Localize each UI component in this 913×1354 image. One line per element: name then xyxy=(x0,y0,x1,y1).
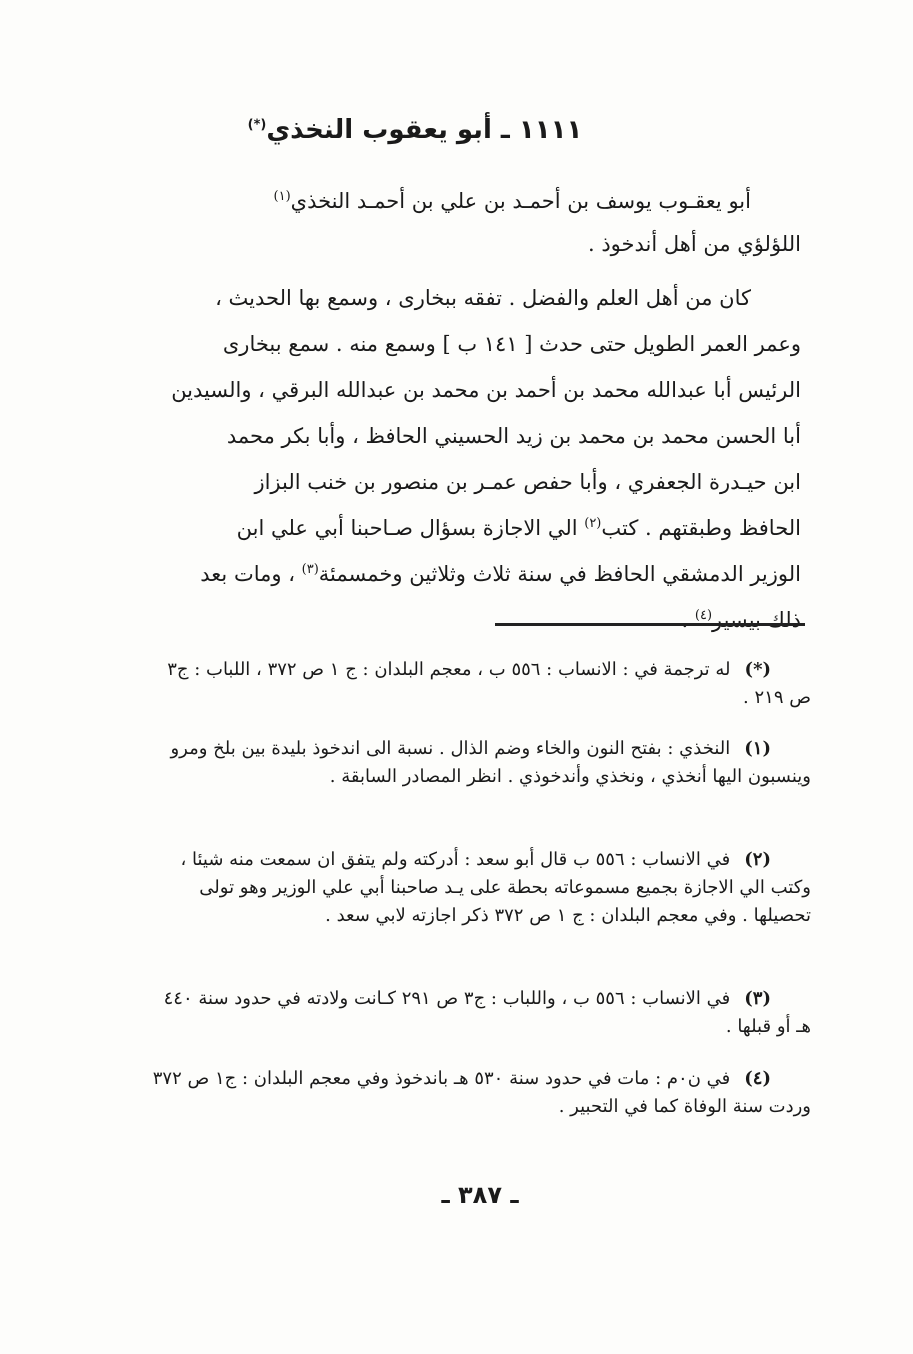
text-line: كان من أهل العلم والفضل . تفقه ببخارى ، وسمع بها الحديث ، xyxy=(215,286,751,310)
line-text: الحافظ وطبقتهم . كتب xyxy=(601,516,801,540)
footnote-tag: (٤) xyxy=(744,1068,771,1089)
text-line xyxy=(151,505,801,551)
footnote-text: في الانساب : ٥٥٦ ب قال أبو سعد : أدركته ولم يتفق ان سمعت منه شيئا ، وكتب الي الاجازة بجميع مسموعاته بحطة على يـد صاحبنا أبي علي الوزير وهو تولى تحصيلها . وفي معجم البلدان : ج ١ ص ٣٧٢ ذكر اجازته لابي سعد . xyxy=(180,849,811,926)
paragraph-name xyxy=(151,180,801,266)
line-text: ، ومات بعد xyxy=(200,562,302,586)
footnote-2 xyxy=(151,846,811,930)
line-text: الي الاجازة بسؤال صـاحبنا أبي علي ابن xyxy=(236,516,585,540)
footnote-ref: (١) xyxy=(273,189,291,204)
text-line: الرئيس أبا عبدالله محمد بن أحمد بن محمد بن عبدالله البرقي ، والسيدين xyxy=(171,378,801,402)
footnote-tag: (٢) xyxy=(744,849,771,870)
text-line xyxy=(151,551,801,597)
footnote-tag: (١) xyxy=(744,738,771,759)
text-line: أبا الحسن محمد بن محمد بن زيد الحسيني الحافظ ، وأبا بكر محمد xyxy=(226,424,801,448)
entry-title-ref: (*) xyxy=(247,117,267,133)
footnote-ref: (٢) xyxy=(584,516,602,531)
paragraph-biography xyxy=(151,275,801,643)
footnote-4 xyxy=(151,1065,811,1121)
footnote-ref: (٤) xyxy=(694,608,713,623)
text-line: ابن حيـدرة الجعفري ، وأبا حفص عمـر بن منصور بن خنب البزاز xyxy=(254,470,801,494)
footnote-text: النخذي : بفتح النون والخاء وضم الذال . نسبة الى اندخوذ بليدة بين بلخ ومرو وينسبون اليها أنخذي ، ونخذي وأندخوذي . انظر المصادر السابقة . xyxy=(170,738,811,787)
text-line: وعمر العمر الطويل حتى حدث [ ١٤١ ب ] وسمع منه . سمع ببخارى xyxy=(222,332,801,356)
footnote-star xyxy=(151,656,811,712)
line-text: . xyxy=(681,608,695,632)
footnote-divider xyxy=(495,623,805,626)
line-text: ذلك بيسير xyxy=(712,608,801,632)
footnote-ref: (٣) xyxy=(301,562,319,577)
line-text: الوزير الدمشقي الحافظ في سنة ثلاث وثلاثين وخمسمئة xyxy=(318,562,801,586)
line-text: أبو يعقـوب يوسف بن أحمـد بن علي بن أحمـد النخذي xyxy=(290,189,751,213)
text-line xyxy=(151,597,801,643)
text-line xyxy=(151,180,801,223)
footnote-text: في الانساب : ٥٥٦ ب ، واللباب : ج٣ ص ٢٩١ كـانت ولادته في حدود سنة ٤٤٠ هـ أو قبلها . xyxy=(163,988,811,1037)
entry-title xyxy=(200,112,630,148)
footnote-tag: (*) xyxy=(744,659,771,680)
text-line: اللؤلؤي من أهل أندخوذ . xyxy=(587,232,801,256)
footnote-text: له ترجمة في : الانساب : ٥٥٦ ب ، معجم البلدان : ج ١ ص ٣٧٢ ، اللباب : ج٣ ص ٢١٩ . xyxy=(167,659,811,708)
page-number: ـ ٣٨٧ ـ xyxy=(441,1181,519,1209)
footnote-3 xyxy=(151,985,811,1041)
footnote-1 xyxy=(151,735,811,791)
footnote-tag: (٣) xyxy=(744,988,771,1009)
entry-title-text: ١١١١ ـ أبو يعقوب النخذي xyxy=(266,115,583,145)
footnote-text: في ن٠م : مات في حدود سنة ٥٣٠ هـ باندخوذ وفي معجم البلدان : ج١ ص ٣٧٢ وردت سنة الوفاة كما في التحبير . xyxy=(152,1068,811,1117)
